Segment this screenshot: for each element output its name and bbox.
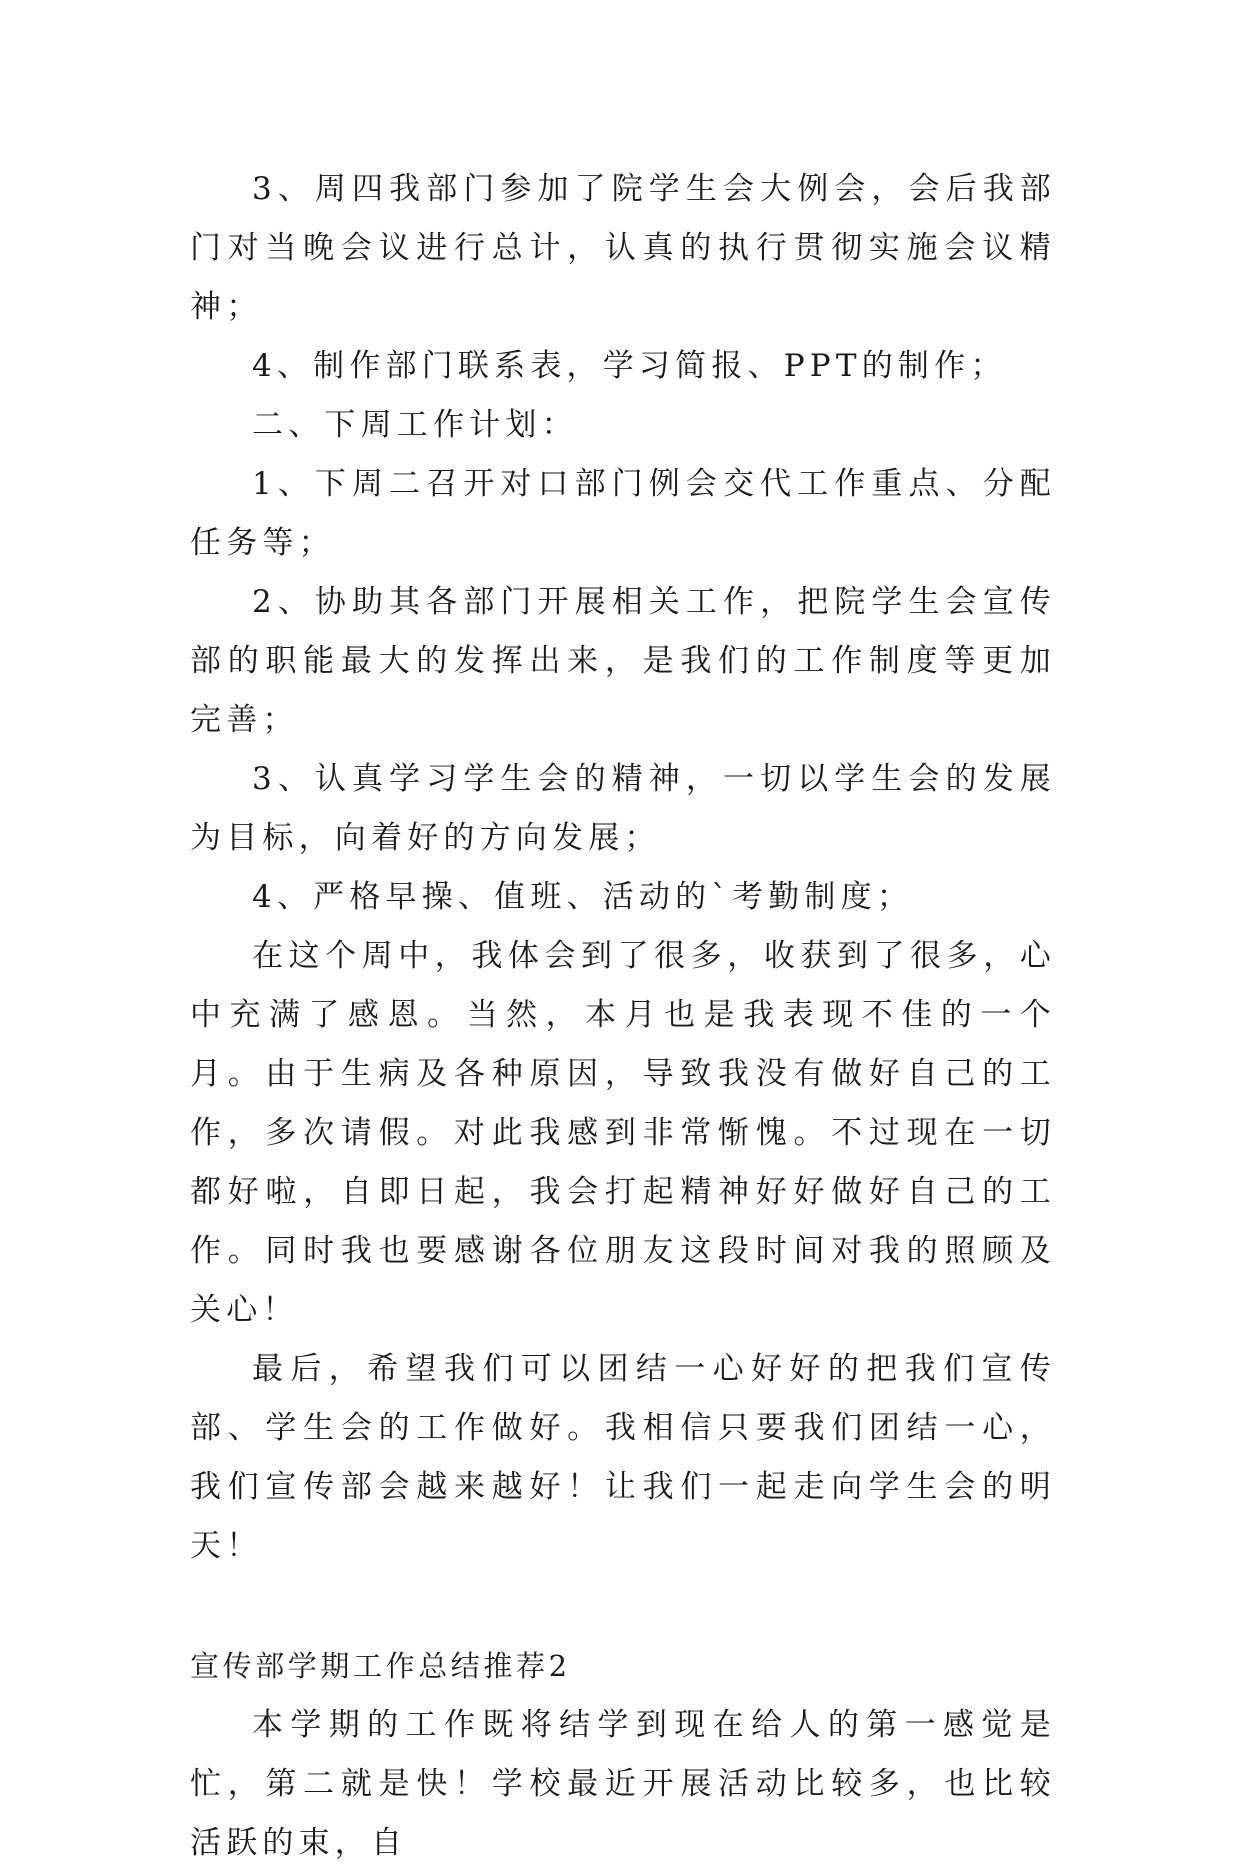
paragraph: 4、严格早操、值班、活动的`考勤制度； [252, 879, 914, 915]
paragraph: 在这个周中，我体会到了很多，收获到了很多，心中充满了感恩。当然，本月也是我表现不佳的一个月。由于生病及各种原因，导致我没有做好自己的工作，多次请假。对此我感到非常惭愧。不过现在一切都好啦，自即日起，我会打起精神好好做好自己的工作。同时我也要感谢各位朋友这段时间对我的照顾及关心！ [190, 938, 1056, 1328]
document-body [190, 160, 1056, 1873]
paragraph: 2、协助其各部门开展相关工作，把院学生会宣传部的职能最大的发挥出来，是我们的工作制度等更加完善； [190, 584, 1056, 738]
paragraph: 3、认真学习学生会的精神，一切以学生会的发展为目标，向着好的方向发展； [190, 761, 1056, 856]
section-heading: 宣传部学期工作总结推荐2 [190, 1649, 571, 1683]
paragraph: 1、下周二召开对口部门例会交代工作重点、分配任务等； [190, 466, 1056, 561]
paragraph: 3、周四我部门参加了院学生会大例会，会后我部门对当晚会议进行总计，认真的执行贯彻实施会议精神； [190, 171, 1056, 325]
paragraph: 最后，希望我们可以团结一心好好的把我们宣传部、学生会的工作做好。我相信只要我们团结一心，我们宣传部会越来越好！让我们一起走向学生会的明天！ [190, 1351, 1056, 1564]
paragraph: 本学期的工作既将结学到现在给人的第一感觉是忙，第二就是快！学校最近开展活动比较多，也比较活跃的束，自 [190, 1707, 1056, 1861]
paragraph: 二、下周工作计划： [252, 407, 578, 443]
paragraph: 4、制作部门联系表，学习简报、PPT的制作； [252, 348, 1007, 384]
